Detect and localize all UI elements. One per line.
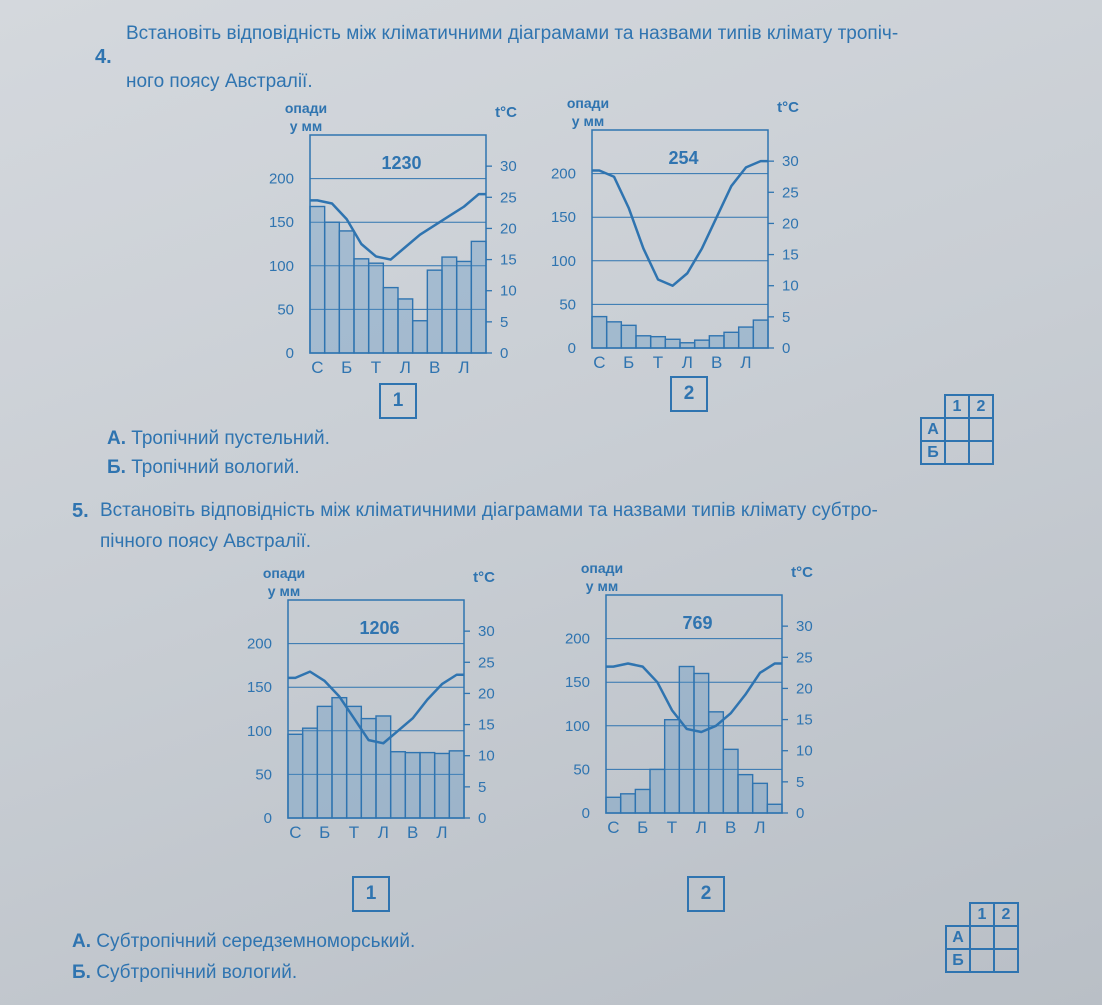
chart-4-1 [250,95,540,395]
precip-axis-unit: у мм [571,113,605,129]
precipitation-bar [442,257,457,353]
precipitation-bar [753,783,768,813]
temp-tick-label: 0 [478,810,487,827]
precip-tick-label: 0 [581,805,590,822]
precipitation-bar [391,752,406,818]
precipitation-bar [695,340,710,348]
grid-corner [946,903,970,926]
precip-tick-label: 50 [559,296,576,314]
precip-axis-unit: у мм [267,583,301,599]
option-letter: Б. [107,457,126,478]
task-4-question-line-2: ного поясу Австралії. [126,71,313,92]
precipitation-bar [767,804,782,813]
precipitation-bar [665,720,680,813]
temp-tick-label: 15 [782,246,799,264]
temp-tick-label: 20 [782,215,799,233]
temp-tick-label: 20 [796,680,813,698]
precipitation-bar [325,222,340,353]
temp-tick-label: 5 [782,308,791,326]
precip-tick-label: 150 [564,674,590,692]
precipitation-bar [471,241,486,353]
option-text: Тропічний вологий. [131,457,300,478]
temp-tick-label: 25 [500,189,517,207]
temp-tick-label: 15 [500,251,517,269]
temp-tick-label: 15 [478,716,495,734]
precip-tick-label: 200 [246,635,272,653]
precipitation-bar [709,336,724,348]
grid-row-header: А [946,926,970,949]
precip-axis-title: опади [566,95,610,111]
grid-answer-cell[interactable] [969,441,993,464]
temp-axis-title: t°C [473,569,495,586]
precipitation-bar [724,332,739,348]
precipitation-bar [435,753,450,818]
month-label: В [406,823,419,842]
annual-precipitation-total: 254 [668,148,699,168]
temp-tick-label: 20 [478,685,495,703]
precipitation-bar [449,751,464,818]
climate-diagram-svg [228,560,528,870]
temp-tick-label: 10 [782,277,799,295]
temp-tick-label: 5 [478,778,487,796]
task-4-option-a [107,428,330,450]
annual-precipitation-total: 769 [682,613,713,633]
precipitation-bar [650,769,665,813]
month-label: Б [637,818,649,837]
option-letter: Б. [72,962,91,983]
temp-tick-label: 30 [782,153,799,171]
grid-answer-cell[interactable] [994,949,1018,972]
option-text: Субтропічний середземноморський. [96,931,416,952]
month-label: Л [754,818,766,837]
precip-axis-title: опади [580,560,624,576]
temp-tick-label: 0 [796,805,805,822]
temp-tick-label: 25 [796,649,813,667]
temp-tick-label: 15 [796,711,813,729]
precip-tick-label: 150 [550,209,576,227]
precipitation-bar [679,667,694,813]
precipitation-bar [427,270,442,353]
month-label: В [710,353,723,372]
grid-answer-cell[interactable] [969,418,993,441]
temp-tick-label: 30 [796,618,813,636]
precip-tick-label: 200 [550,165,576,183]
task-5-option-b [72,962,297,984]
precipitation-bar [383,288,398,353]
month-label: Л [436,823,448,842]
grid-row-header: Б [946,949,970,972]
diagram-number-5-2: 2 [687,876,725,912]
temp-tick-label: 25 [782,184,799,202]
option-text: Тропічний пустельний. [131,428,330,449]
precipitation-bar [739,327,754,348]
month-label: Б [341,358,353,377]
precip-tick-label: 200 [268,170,294,188]
precip-axis-unit: у мм [585,578,619,594]
grid-answer-cell[interactable] [945,441,969,464]
temp-tick-label: 10 [796,742,813,760]
precip-axis-title: опади [262,565,306,581]
month-label: Л [399,358,411,377]
precipitation-bar [310,207,325,353]
grid-row-header: Б [921,441,945,464]
task-5-option-a [72,931,415,953]
temp-axis-title: t°C [777,99,799,116]
precipitation-bar [303,728,318,818]
precip-axis-title: опади [284,100,328,116]
annual-precipitation-total: 1206 [359,618,400,638]
grid-row-header: А [921,418,945,441]
temp-tick-label: 30 [478,623,495,641]
answer-grid-task-4 [920,394,994,465]
temp-tick-label: 20 [500,220,517,238]
temp-tick-label: 0 [782,340,791,357]
temp-tick-label: 5 [796,773,805,791]
temp-tick-label: 0 [500,345,509,362]
precipitation-bar [369,263,384,353]
precipitation-bar [636,336,651,348]
grid-col-header: 2 [994,903,1018,926]
diagram-number-5-1: 1 [352,876,390,912]
month-label: Т [348,823,360,842]
diagram-number-4-2: 2 [670,376,708,412]
chart-5-1 [228,560,528,870]
task-5-number: 5. [72,500,89,522]
temp-tick-label: 30 [500,158,517,176]
month-label: Б [623,353,635,372]
grid-corner [921,395,945,418]
precipitation-bar [376,716,391,818]
annual-precipitation-total: 1230 [381,153,422,173]
precipitation-bar [607,322,622,348]
month-label: В [724,818,737,837]
precipitation-bar [606,797,621,813]
task-4-question-line-1: Встановіть відповідність між кліматичними діаграмами та назвами типів клімату тропіч- [126,23,899,44]
task-4-option-b [107,457,300,479]
precipitation-bar [694,673,709,813]
precipitation-bar [288,734,303,818]
precipitation-bar [457,261,472,353]
grid-col-header: 1 [945,395,969,418]
task-5-question-line-1: Встановіть відповідність між кліматичними діаграмами та назвами типів клімату субтро- [100,500,878,521]
temp-tick-label: 5 [500,313,509,331]
precip-tick-label: 50 [573,761,590,779]
precipitation-bar [398,299,413,353]
precipitation-bar [354,259,369,353]
precipitation-bar [621,325,636,348]
temp-tick-label: 10 [478,747,495,765]
month-label: Т [652,353,664,372]
precipitation-bar [592,317,607,348]
month-label: Л [377,823,389,842]
month-label: Л [695,818,707,837]
month-label: Т [370,358,382,377]
month-label: Л [681,353,693,372]
grid-answer-cell[interactable] [945,418,969,441]
precip-tick-label: 50 [255,766,272,784]
grid-answer-cell[interactable] [970,926,994,949]
temp-tick-label: 10 [500,282,517,300]
climate-diagram-svg [546,555,846,865]
precipitation-bar [420,753,435,818]
month-label: Л [740,353,752,372]
grid-col-header: 2 [969,395,993,418]
climate-diagram-svg [250,95,540,395]
precipitation-bar [347,706,362,818]
precipitation-bar [317,706,332,818]
diagram-number-4-1: 1 [379,383,417,419]
month-label: Б [319,823,331,842]
temp-axis-title: t°C [791,564,813,581]
precipitation-bar [405,753,420,818]
grid-answer-cell[interactable] [970,949,994,972]
precipitation-bar [635,789,650,813]
task-4-number: 4. [95,46,112,68]
option-letter: А. [107,428,126,449]
month-label: С [593,353,606,372]
answer-grid-task-5 [945,902,1019,973]
precipitation-bar [339,231,354,353]
precip-tick-label: 100 [268,257,294,275]
precip-tick-label: 150 [268,214,294,232]
precip-tick-label: 200 [564,630,590,648]
temp-tick-label: 25 [478,654,495,672]
precip-tick-label: 100 [246,722,272,740]
precip-tick-label: 0 [263,810,272,827]
month-label: В [428,358,441,377]
chart-5-2 [546,555,846,865]
precipitation-bar [723,749,738,813]
precipitation-bar [651,337,666,348]
climate-diagram-svg [532,90,822,390]
precip-tick-label: 50 [277,301,294,319]
precipitation-bar [332,698,347,818]
month-label: Т [666,818,678,837]
precipitation-bar [665,339,680,348]
precip-axis-unit: у мм [289,118,323,134]
month-label: С [607,818,620,837]
month-label: С [289,823,302,842]
precipitation-bar [738,775,753,813]
month-label: Л [458,358,470,377]
precipitation-bar [413,321,428,353]
task-5-question-line-2: пічного поясу Австралії. [100,531,312,552]
precip-tick-label: 100 [550,252,576,270]
precip-tick-label: 0 [567,340,576,357]
month-label: С [311,358,324,377]
option-text: Субтропічний вологий. [96,962,298,983]
precip-tick-label: 0 [285,345,294,362]
precip-tick-label: 150 [246,679,272,697]
precipitation-bar [680,343,695,348]
grid-col-header: 1 [970,903,994,926]
temp-axis-title: t°C [495,104,517,121]
chart-4-2 [532,90,822,390]
precipitation-bar [753,320,768,348]
precip-tick-label: 100 [564,717,590,735]
grid-answer-cell[interactable] [994,926,1018,949]
precipitation-bar [621,794,636,813]
option-letter: А. [72,931,91,952]
temperature-line [592,161,768,286]
